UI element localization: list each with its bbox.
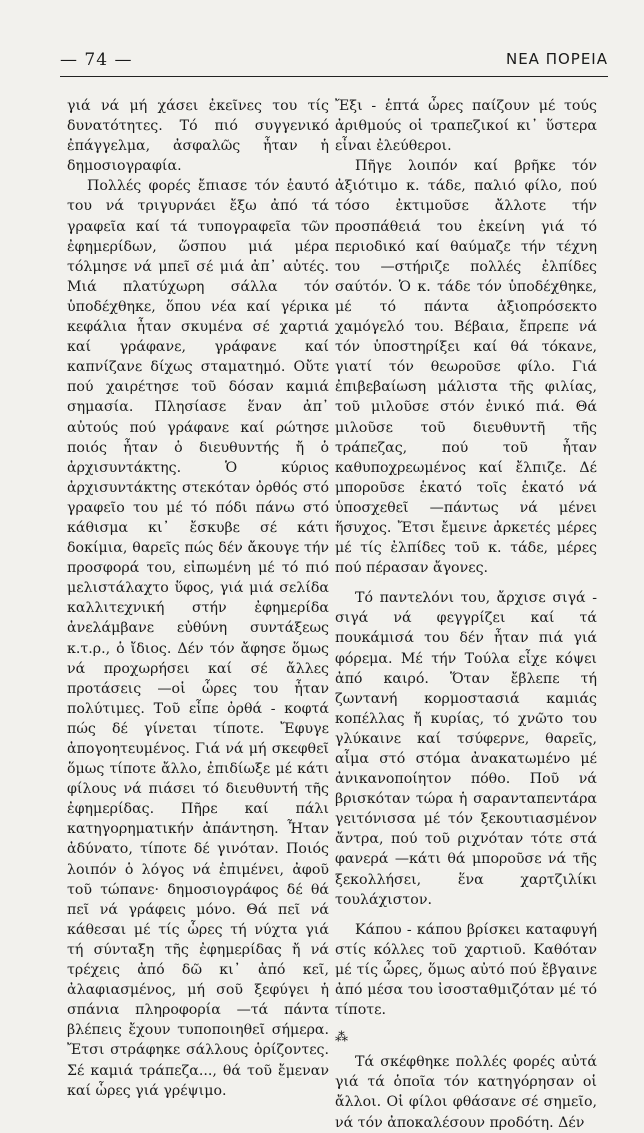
section-separator: ⁂ <box>335 1030 348 1046</box>
page-header <box>60 50 608 77</box>
left-column <box>67 96 329 1101</box>
right-paragraph-5: Τά σκέφθηκε πολλές φορές αὐτά γιά τά ὁποῖα τόν κατηγόρησαν οἱ ἄλλοι. Οἱ φίλοι φθάσανε σέ σημεῖο, νά τόν ἀποκαλέσουν προδότη. Δέν <box>335 1054 597 1131</box>
right-column <box>335 96 597 1133</box>
journal-title: ΝΕΑ ΠΟΡΕΙΑ <box>505 50 608 68</box>
page-number: — 74 — <box>60 50 133 70</box>
right-paragraph-2: Πῆγε λοιπόν καί βρῆκε τόν ἀξιότιμο κ. τάδε, παλιό φίλο, πού τόσο ἐκτιμοῦσε ἄλλοτε τήν προσπάθειά του ἐκείνη γιά τό περιοδικό καί θαύμαζε τήν τέχνη του —στήριζε πολλές ἐλπίδες σαύτόν. Ὁ κ. τάδε τόν ὑποδέχθηκε, μέ τό πάντα ἀξιοπρόσεκτο χαμόγελό του. Βέβαια, ἔπρεπε νά τόν ὑποστηρίξει καί θά τόκανε, γιατί τόν θεωροῦσε φίλο. Γιά ἐπιβεβαίωση μάλιστα τῆς φιλίας, τοῦ μιλοῦσε στόν ἑνικό πιά. Θά μιλοῦσε τοῦ διευθυντῆ τῆς τράπεζας, πού τοῦ ἦταν καθυποχρεωμένος καί ἔλπιζε. Δέ μποροῦσε ἑκατό τοῖς ἑκατό νά ὑποσχεθεῖ —πάντως νά μένει ἥσυχος. Ἔτσι ἔμεινε ἀρκετές μέρες μέ τίς ἐλπίδες τοῦ κ. τάδε, μέρες πού πέρασαν ἄγονες. <box>335 158 597 577</box>
left-paragraph-2: Πολλές φορές ἔπιασε τόν ἑαυτό του νά τριγυρνάει ἔξω ἀπό τά γραφεῖα καί τά τυπογραφεῖα τῶν ἐφημερίδων, ὥσπου μιά μέρα τόλμησε νά μπεῖ σέ μιά ἀπ᾽ αὐτές. Μιά πλατύχωρη σάλλα τόν ὑποδέχθηκε, ὅπου νέα καί γέρικα κεφάλια ἦταν σκυμένα σέ χαρτιά καί γράφανε, γράφανε καί καπνίζανε δίχως σταματημό. Οὔτε πού χαιρέτησε τοῦ δόσαν καμιά σημασία. Πλησίασε ἕναν ἀπ᾽ αὐτούς πού γράφανε καί ρώτησε ποιός ἦταν ὁ διευθυντής ἤ ὁ ἀρχισυντάκτης. Ὁ κύριος ἀρχισυντάκτης στεκόταν ὀρθός στό γραφεῖο του μέ τό πόδι πάνω στό κάθισμα κι᾽ ἔσκυβε σέ κάτι δοκίμια, θαρεῖς πώς δέν ἄκουγε τήν προσφορά του, εἰπωμένη μέ τό πιό μελιστάλαχτο ὕφος, γιά μιά σελίδα καλλιτεχνική στήν ἐφημερίδα ἀνελάμβανε εὐθύνη συντάξεως κ.τ.ρ., ὁ ἴδιος. Δέν τόν ἄφησε ὅμως νά προχωρήσει καί σέ ἄλλες προτάσεις —οἱ ὧρες του ἦταν πολύτιμες. Τοῦ εἶπε ὀρθά - κοφτά πώς δέ γίνεται τίποτε. Ἔφυγε ἀπογοητευμένος. Γιά νά μή σκεφθεῖ ὅμως τίποτε ἄλλο, ἐπιδίωξε μέ κάτι φίλους νά πιάσει τό διευθυντή τῆς ἐφημερίδας. Πῆρε καί πάλι κατηγορηματικήν ἀπάντηση. Ἦταν ἀδύνατο, τίποτε δέ γινόταν. Ποιός λοιπόν ὁ λόγος νά ἐπιμένει, ἀφοῦ τοῦ τώπανε· δημοσιογράφος δέ θά πεῖ νά γράφεις μόνο. Θά πεῖ νά κάθεσαι μέ τίς ὧρες τή νύχτα γιά τή σύνταξη τῆς ἐφημερίδας ἤ νά τρέχεις ἀπό δῶ κι᾽ ἀπό κεῖ, ἀλαφιασμένος, μή σοῦ ξεφύγει ἡ σπάνια πληροφορία —τά πάντα βλέπεις ἔχουν τυποποιηθεῖ σήμερα. Ἔτσι στράφηκε σάλλους ὁρίζοντες. Σέ καμιά τράπεζα..., θά τοῦ ἔμεναν καί ὧρες γιά γρέψιμο. <box>67 178 329 1099</box>
right-paragraph-4: Κάπου - κάπου βρίσκει καταφυγή στίς κόλλες τοῦ χαρτιοῦ. Καθόταν μέ τίς ὧρες, ὅμως αὐτό πού ἔβγαινε ἀπό μέσα του ἰσοσταθμιζόταν μέ τό τίποτε. <box>335 921 597 1019</box>
left-paragraph-1: γιά νά μή χάσει ἐκεῖνες του τίς δυνατότητες. Τό πιό συγγενικό ἐπάγγελμα, ἀσφαλῶς ἦταν ἡ δημοσιογραφία. <box>67 98 329 175</box>
right-paragraph-3: Τό παντελόνι του, ἄρχισε σιγά - σιγά νά φεγγρίζει καί τά πουκάμισά του δέν ἦταν πιά γιά φόρεμα. Μέ τήν Τούλα εἶχε κόψει ἀπό καιρό. Ὅταν ἔβλεπε τή ζωντανή κορμοστασιά καμιάς κοπέλλας ἤ κυρίας, τό χνῶτο του γλύκαινε καί τσύφερνε, θαρεῖς, αἷμα στό στόμα ἀνακατωμένο μέ ἀνικανοποίητον πόθο. Ποῦ νά βρισκόταν τώρα ἡ σαρανταπεντάρα γειτόνισσα μέ τόν ξεκουτιασμένον ἄντρα, πού τοῦ ριχνόταν τότε στά φανερά —κάτι θά μποροῦσε νά τῆς ξεκολλήσει, ἕνα χαρτζιλίκι τουλάχιστον. <box>335 590 597 908</box>
right-paragraph-1: Ἔξι - ἑπτά ὧρες παίζουν μέ τούς ἀριθμούς οἱ τραπεζικοί κι᾽ ὕστερα εἶναι ἐλεύθεροι. <box>335 98 597 155</box>
